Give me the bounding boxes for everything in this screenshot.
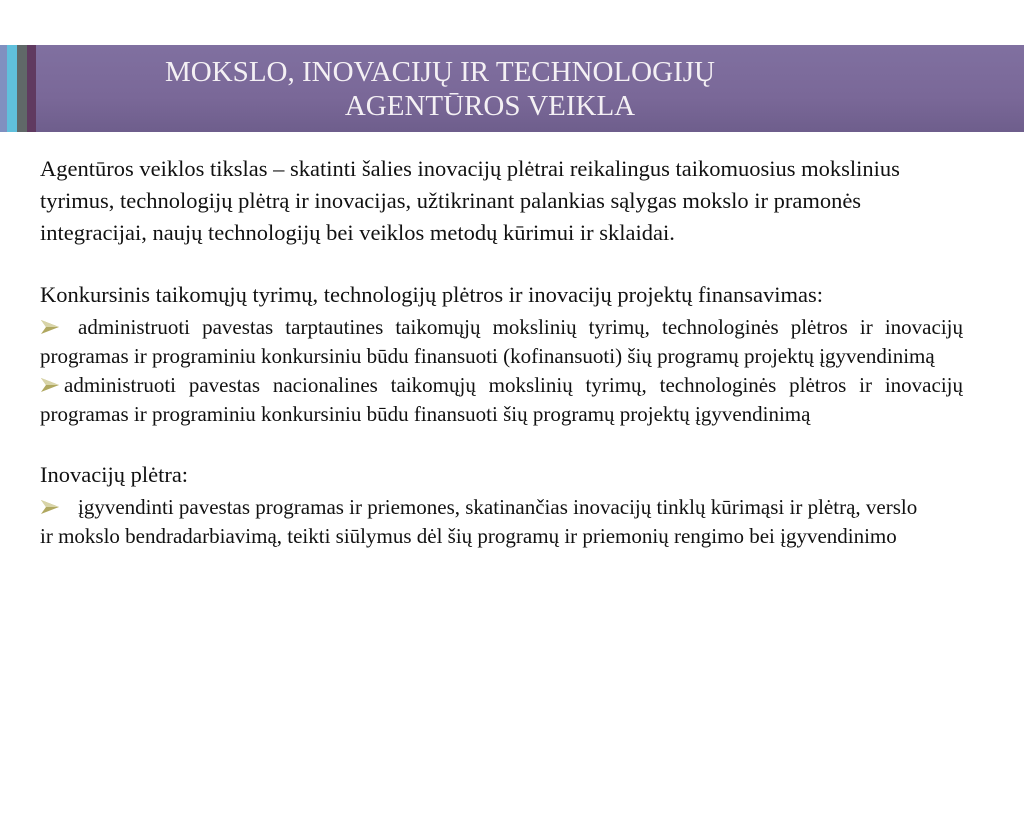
slide-body xyxy=(40,153,963,551)
section-heading: Inovacijų plėtra: xyxy=(40,462,189,487)
bullet-item xyxy=(40,313,963,371)
slide-header xyxy=(0,45,1024,132)
section-heading: Konkursinis taikomųjų tyrimų, technologijų plėtros ir inovacijų projektų finansavimas: xyxy=(40,282,824,307)
decor-stripe xyxy=(0,45,7,132)
arrow-bullet-icon xyxy=(40,377,60,393)
arrow-bullet-icon xyxy=(40,499,60,515)
title-line: MOKSLO, INOVACIJŲ IR TECHNOLOGIJŲ xyxy=(165,56,715,88)
bullet-item xyxy=(40,371,963,429)
bullet-text: administruoti pavestas tarptautines taikomųjų mokslinių tyrimų, technologinės plėtros ir inovacijų programas ir programiniu konkursiniu būdu finansuoti (kofinansuoti) šių programų projektų įgyvendinimą xyxy=(40,315,963,368)
slide-title xyxy=(60,55,820,123)
bullet-item xyxy=(40,493,920,551)
title-line: AGENTŪROS VEIKLA xyxy=(344,90,636,122)
intro-paragraph: Agentūros veiklos tikslas – skatinti šalies inovacijų plėtrai reikalingus taikomuosius mokslinius tyrimus, technologijų plėtrą ir inovacijas, užtikrinant palankias sąlygas mokslo ir pramonės integracijai, naujų technologijų bei veiklos metodų kūrimui ir sklaidai. xyxy=(40,156,900,245)
bullet-text: įgyvendinti pavestas programas ir priemones, skatinančias inovacijų tinklų kūrimąsi ir plėtrą, verslo ir mokslo bendradarbiavimą, teikti siūlymus dėl šių programų ir priemonių rengimo bei įgyvendinimo xyxy=(40,495,918,548)
decor-stripe xyxy=(7,45,17,132)
decor-stripe xyxy=(17,45,27,132)
arrow-bullet-icon xyxy=(40,319,60,335)
bullet-text: administruoti pavestas nacionalines taikomųjų mokslinių tyrimų, technologinės plėtros ir inovacijų programas ir programiniu konkursiniu būdu finansuoti šių programų projektų įgyvendinimą xyxy=(40,373,963,426)
decor-stripe xyxy=(27,45,36,132)
